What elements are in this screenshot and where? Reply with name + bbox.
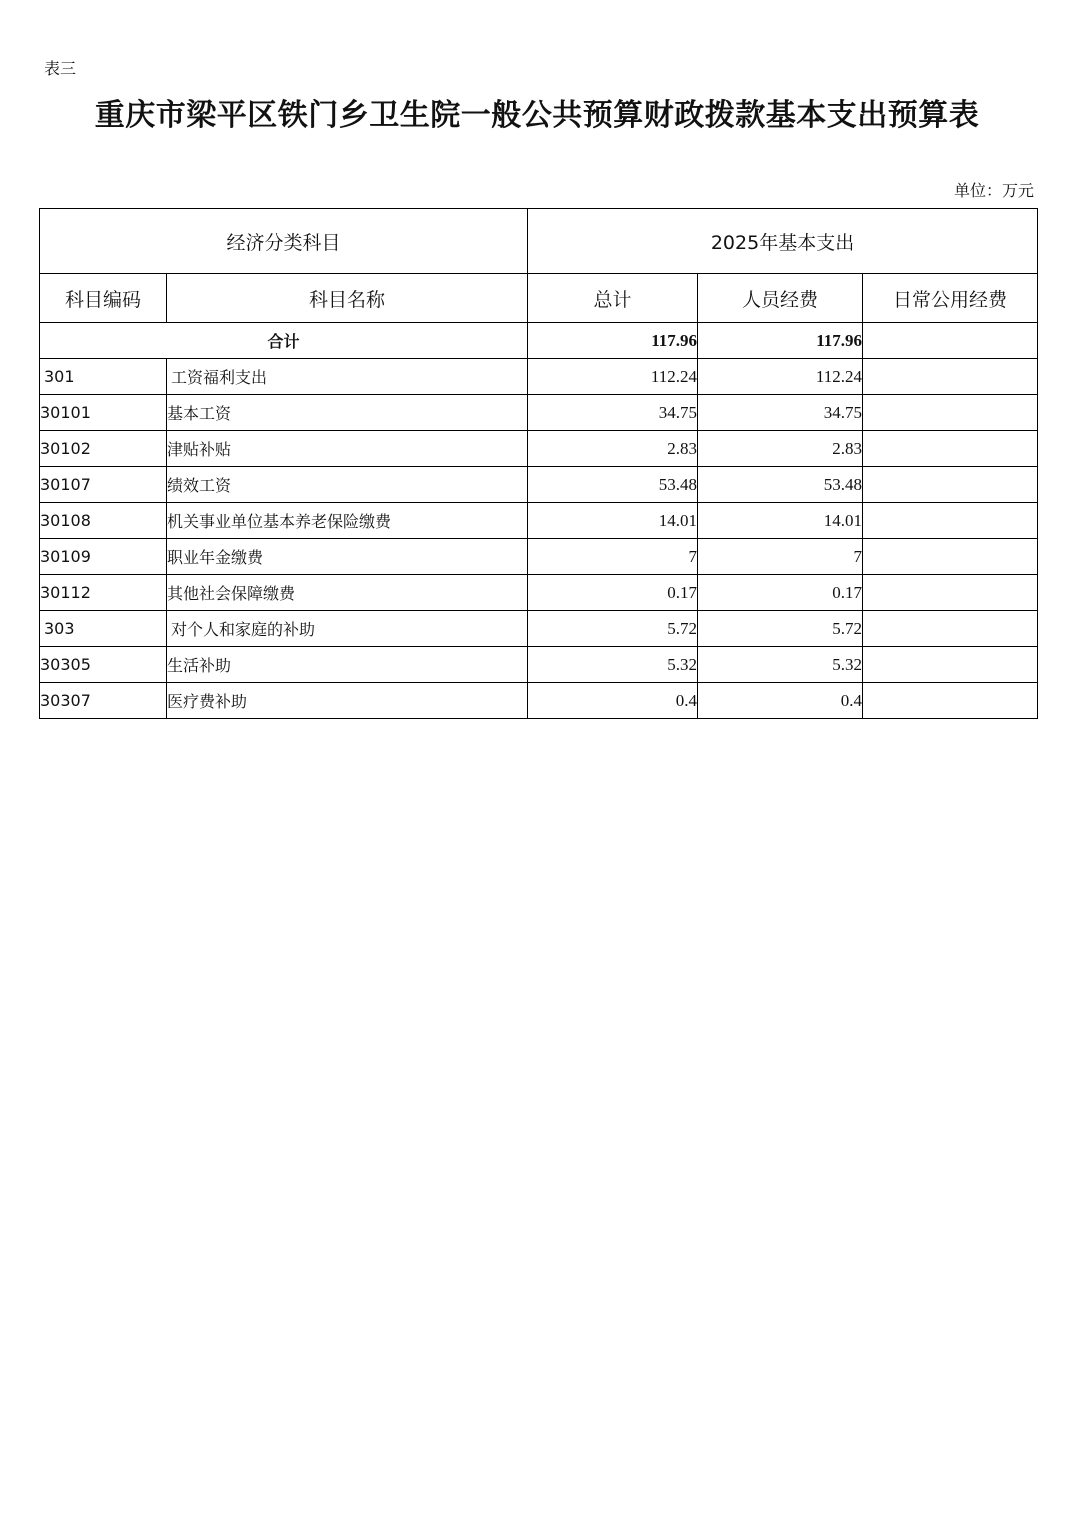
unit-label: 单位：万元 (953, 181, 1034, 200)
cell-code: 30101 (40, 395, 167, 431)
header-code: 科目编码 (40, 274, 167, 323)
cell-code: 301 (40, 359, 167, 395)
cell-public (863, 431, 1038, 467)
cell-total: 7 (528, 539, 698, 575)
cell-code: 30108 (40, 503, 167, 539)
cell-personnel: 53.48 (698, 467, 863, 503)
cell-name: 工资福利支出 (167, 359, 528, 395)
table-row (40, 683, 1038, 719)
cell-code: 30107 (40, 467, 167, 503)
cell-public (863, 575, 1038, 611)
cell-name: 医疗费补助 (167, 683, 528, 719)
cell-code: 30307 (40, 683, 167, 719)
cell-public (863, 611, 1038, 647)
cell-total: 14.01 (528, 503, 698, 539)
total-public (863, 323, 1038, 359)
cell-name: 机关事业单位基本养老保险缴费 (167, 503, 528, 539)
cell-code: 30305 (40, 647, 167, 683)
table-label: 表三 (44, 59, 77, 78)
cell-personnel: 34.75 (698, 395, 863, 431)
header-row-2 (40, 274, 1038, 323)
header-year-basic: 2025年基本支出 (528, 209, 1038, 274)
cell-personnel: 2.83 (698, 431, 863, 467)
cell-total: 2.83 (528, 431, 698, 467)
cell-name: 其他社会保障缴费 (167, 575, 528, 611)
total-personnel: 117.96 (698, 323, 863, 359)
cell-personnel: 5.32 (698, 647, 863, 683)
cell-public (863, 683, 1038, 719)
cell-total: 0.4 (528, 683, 698, 719)
table-row (40, 467, 1038, 503)
cell-code: 303 (40, 611, 167, 647)
cell-total: 34.75 (528, 395, 698, 431)
total-label: 合计 (40, 323, 528, 359)
header-public: 日常公用经费 (863, 274, 1038, 323)
table-row (40, 431, 1038, 467)
cell-name: 绩效工资 (167, 467, 528, 503)
header-total: 总计 (528, 274, 698, 323)
cell-total: 0.17 (528, 575, 698, 611)
table-row (40, 611, 1038, 647)
page-title: 重庆市梁平区铁门乡卫生院一般公共预算财政拨款基本支出预算表 (94, 98, 980, 133)
cell-total: 112.24 (528, 359, 698, 395)
cell-total: 5.32 (528, 647, 698, 683)
cell-personnel: 5.72 (698, 611, 863, 647)
header-econ-class: 经济分类科目 (40, 209, 528, 274)
cell-public (863, 395, 1038, 431)
cell-code: 30109 (40, 539, 167, 575)
cell-public (863, 503, 1038, 539)
table-row (40, 503, 1038, 539)
table-row (40, 359, 1038, 395)
total-row (40, 323, 1038, 359)
cell-personnel: 0.4 (698, 683, 863, 719)
cell-personnel: 0.17 (698, 575, 863, 611)
table-row (40, 575, 1038, 611)
cell-public (863, 647, 1038, 683)
budget-table (39, 208, 1038, 719)
cell-name: 津贴补贴 (167, 431, 528, 467)
cell-total: 53.48 (528, 467, 698, 503)
cell-code: 30102 (40, 431, 167, 467)
header-personnel: 人员经费 (698, 274, 863, 323)
table-row (40, 395, 1038, 431)
table-row (40, 647, 1038, 683)
total-total: 117.96 (528, 323, 698, 359)
header-row-1 (40, 209, 1038, 274)
cell-public (863, 539, 1038, 575)
cell-name: 生活补助 (167, 647, 528, 683)
cell-name: 基本工资 (167, 395, 528, 431)
cell-personnel: 112.24 (698, 359, 863, 395)
cell-name: 职业年金缴费 (167, 539, 528, 575)
cell-public (863, 467, 1038, 503)
header-name: 科目名称 (167, 274, 528, 323)
cell-code: 30112 (40, 575, 167, 611)
cell-public (863, 359, 1038, 395)
table-row (40, 539, 1038, 575)
cell-personnel: 7 (698, 539, 863, 575)
cell-personnel: 14.01 (698, 503, 863, 539)
cell-total: 5.72 (528, 611, 698, 647)
cell-name: 对个人和家庭的补助 (167, 611, 528, 647)
